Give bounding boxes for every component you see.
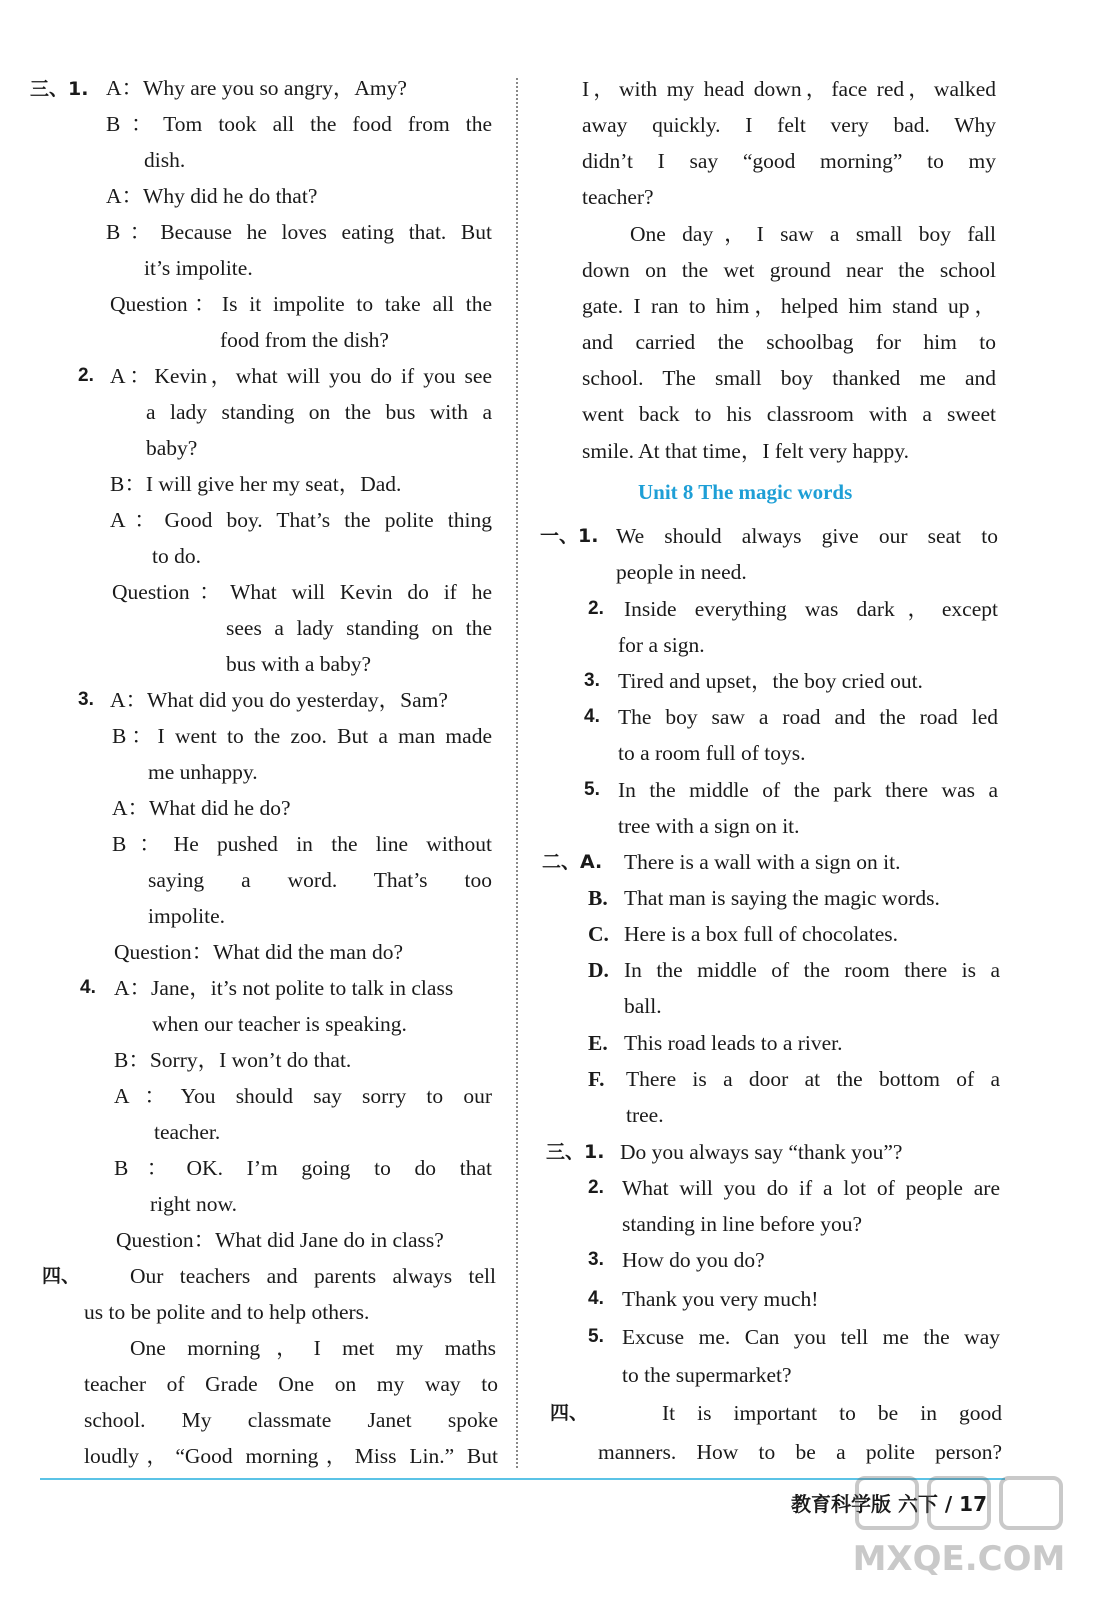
dialogue-line: right now.: [150, 1192, 237, 1216]
dialogue-line: A：You should say sorry to our: [114, 1084, 492, 1108]
dialogue-line: B：He pushed in the line without: [112, 832, 492, 856]
passage-line: us to be polite and to help others.: [84, 1300, 370, 1324]
dialogue-line: a lady standing on the bus with a: [146, 400, 492, 424]
item-letter: B.: [588, 886, 608, 910]
passage-line: smile. At that time，I felt very happy.: [582, 439, 910, 463]
answer-line: How do you do?: [622, 1248, 765, 1272]
item-number: 2.: [588, 1177, 604, 1198]
dialogue-line: A：Jane，it’s not polite to talk in class: [114, 976, 454, 1000]
item-letter: C.: [588, 922, 609, 946]
item-number: 4.: [80, 977, 96, 998]
answer-line: people in need.: [616, 560, 747, 584]
dialogue-line: B：Tom took all the food from the: [106, 112, 492, 136]
dialogue-line: A：What did he do?: [112, 796, 291, 820]
item-number: 3.: [78, 689, 94, 710]
passage-line: Our teachers and parents always tell: [130, 1264, 496, 1288]
dialogue-line: when our teacher is speaking.: [152, 1012, 407, 1036]
answer-line: This road leads to a river.: [624, 1031, 843, 1055]
dialogue-line: A：Good boy. That’s the polite thing: [110, 508, 492, 532]
passage-line: I，with my head down，face red，walked: [582, 77, 996, 101]
answer-line: That man is saying the magic words.: [624, 886, 940, 910]
dialogue-line: A：Why did he do that?: [106, 184, 318, 208]
answer-line: In the middle of the room there is a: [624, 958, 1000, 982]
passage-line: gate. I ran to him，helped him stand up，: [582, 294, 996, 318]
item-letter: F.: [588, 1067, 605, 1091]
answer-line: There is a wall with a sign on it.: [624, 850, 901, 874]
question-line: Question：What will Kevin do if he: [112, 580, 492, 604]
answer-line: for a sign.: [618, 633, 705, 657]
item-number: 5.: [584, 779, 600, 800]
passage-line: down on the wet ground near the school: [582, 258, 996, 282]
answer-line: Tired and upset，the boy cried out.: [618, 669, 923, 693]
dialogue-line: B：Sorry，I won’t do that.: [114, 1048, 352, 1072]
passage-line: It is important to be in good: [662, 1401, 1002, 1425]
answer-line: Excuse me. Can you tell me the way: [622, 1325, 1000, 1349]
answer-line: to the supermarket?: [622, 1363, 792, 1387]
section-label: 二、A.: [542, 851, 603, 873]
passage-line: teacher of Grade One on my way to: [84, 1372, 498, 1396]
answer-line: tree with a sign on it.: [618, 814, 800, 838]
question-line: food from the dish?: [220, 328, 389, 352]
edition-label: 教育科学版: [790, 1492, 891, 1516]
dialogue-line: baby?: [146, 436, 198, 460]
section-label: 四、: [42, 1265, 81, 1287]
dialogue-line: me unhappy.: [148, 760, 258, 784]
item-number: 4.: [588, 1288, 604, 1309]
dialogue-line: B：Because he loves eating that. But: [106, 220, 492, 244]
dialogue-line: B：I went to the zoo. But a man made: [112, 724, 492, 748]
dialogue-line: dish.: [144, 148, 186, 172]
answer-line: tree.: [626, 1103, 664, 1127]
passage-line: away quickly. I felt very bad. Why: [582, 113, 996, 137]
section-label: 三、1.: [30, 78, 89, 100]
item-letter: E.: [588, 1031, 608, 1055]
question-line: Question：What did Jane do in class?: [116, 1228, 444, 1252]
question-line: bus with a baby?: [226, 652, 372, 676]
dialogue-line: saying a word. That’s too: [148, 868, 492, 892]
item-number: 2.: [78, 365, 94, 386]
passage-line: went back to his classroom with a sweet: [582, 402, 996, 426]
unit-title: Unit 8 The magic words: [638, 480, 853, 504]
item-number: 3.: [588, 1249, 604, 1270]
dialogue-line: B：OK. I’m going to do that: [114, 1156, 492, 1180]
watermark-text: MXQE.COM: [852, 1539, 1066, 1579]
dialogue-line: A：Kevin，what will you do if you see: [110, 364, 492, 388]
passage-line: One day，I saw a small boy fall: [630, 222, 996, 246]
answer-line: to a room full of toys.: [618, 741, 806, 765]
answer-line: We should always give our seat to: [616, 524, 998, 548]
answer-line: Do you always say “thank you”?: [620, 1140, 903, 1164]
dialogue-line: to do.: [152, 544, 201, 568]
answer-line: standing in line before you?: [622, 1212, 863, 1236]
section-label: 三、1.: [546, 1141, 605, 1163]
question-line: Question：What did the man do?: [114, 940, 403, 964]
section-label: 一、1.: [540, 525, 599, 547]
dialogue-line: A：What did you do yesterday，Sam?: [110, 688, 448, 712]
item-letter: D.: [588, 958, 609, 982]
answer-line: Here is a box full of chocolates.: [624, 922, 899, 946]
dialogue-line: it’s impolite.: [144, 256, 253, 280]
watermark-logo: [847, 1470, 1077, 1580]
dialogue-line: B：I will give her my seat，Dad.: [110, 472, 402, 496]
item-number: 3.: [584, 670, 600, 691]
item-number: 4.: [584, 706, 600, 727]
passage-line: One morning，I met my maths: [130, 1336, 496, 1360]
dialogue-line: impolite.: [148, 904, 226, 928]
column-divider: [516, 78, 518, 1468]
passage-line: and carried the schoolbag for him to: [582, 330, 996, 354]
item-number: 5.: [588, 1326, 604, 1347]
question-line: Question：Is it impolite to take all the: [110, 292, 492, 316]
dialogue-line: teacher.: [154, 1120, 221, 1144]
question-line: sees a lady standing on the: [226, 616, 492, 640]
answer-line: What will you do if a lot of people are: [622, 1176, 1000, 1200]
passage-line: manners. How to be a polite person?: [598, 1440, 1002, 1464]
answer-line: There is a door at the bottom of a: [626, 1067, 1000, 1091]
passage-line: didn’t I say “good morning” to my: [582, 149, 996, 173]
dialogue-line: A：Why are you so angry，Amy?: [106, 76, 407, 100]
section-label: 四、: [550, 1402, 589, 1424]
passage-line: teacher?: [582, 185, 654, 209]
answer-line: The boy saw a road and the road led: [618, 705, 998, 729]
answer-line: In the middle of the park there was a: [618, 778, 998, 802]
page-number: 六下 / 17: [897, 1492, 987, 1516]
passage-line: loudly，“Good morning，Miss Lin.” But: [84, 1444, 498, 1468]
answer-line: Inside everything was dark，except: [624, 597, 998, 621]
passage-line: school. The small boy thanked me and: [582, 366, 996, 390]
passage-line: school. My classmate Janet spoke: [84, 1408, 498, 1432]
answer-line: Thank you very much!: [622, 1287, 819, 1311]
item-number: 2.: [588, 598, 604, 619]
answer-line: ball.: [624, 994, 662, 1018]
